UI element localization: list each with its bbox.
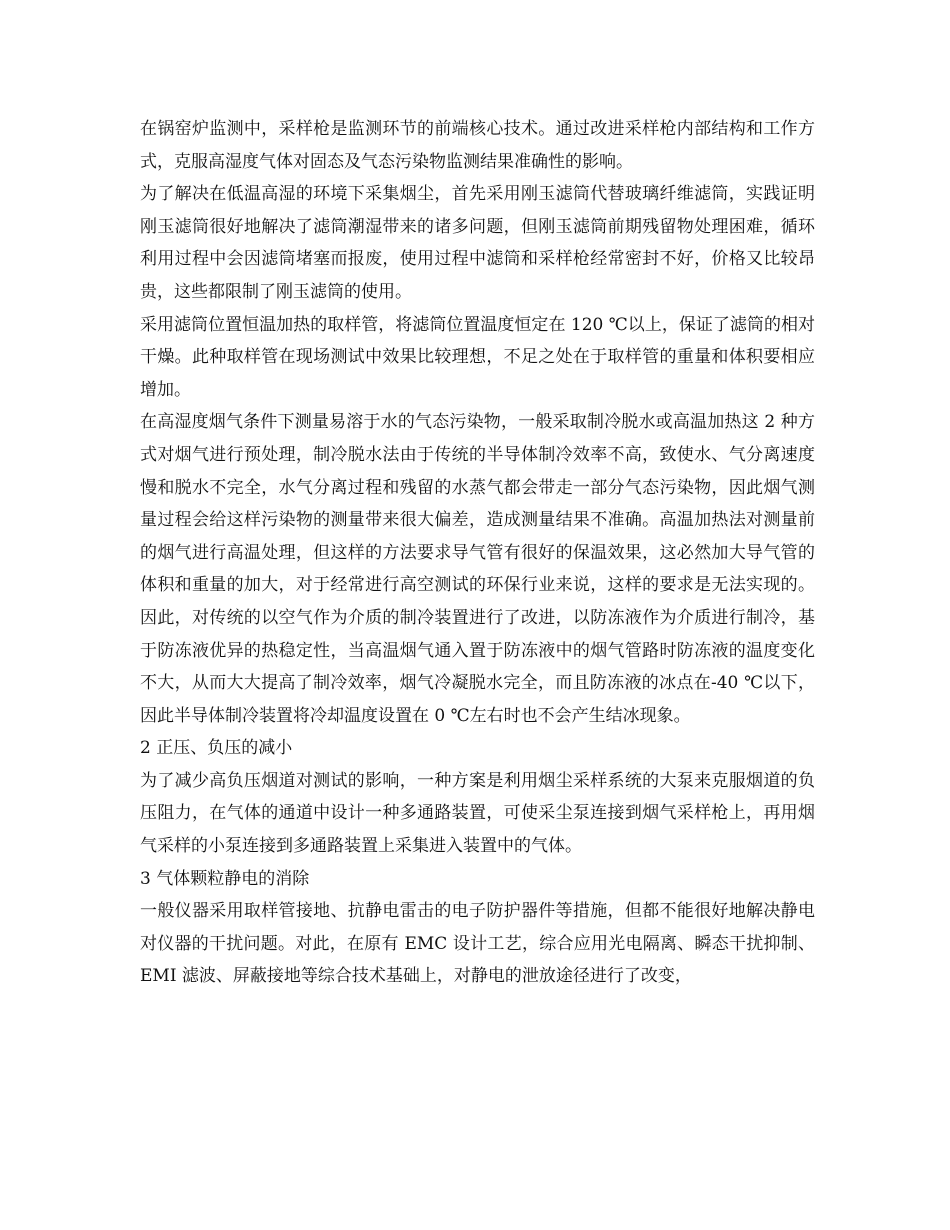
section-heading-static: 3 气体颗粒静电的消除 [140,868,310,889]
section-heading-pressure: 2 正压、负压的减小 [140,738,293,759]
paragraph-intro: 在锅窑炉监测中，采样枪是监测环节的前端核心技术。通过改进采样枪内部结构和工作方式，克服高湿度气体对固态及气态污染物监测结果准确性的影响。 [140,119,815,172]
paragraph-static: 一般仪器采用取样管接地、抗静电雷击的电子防护器件等措施，但都不能很好地解决静电对仪器的干扰问题。对此，在原有 EMC 设计工艺，综合应用光电隔离、瞬态干扰抑制、EMI 滤波、屏蔽接地等综合技术基础上，对静电的泄放途径进行了改变， [140,901,815,987]
paragraph-gaseous-pollutants: 在高湿度烟气条件下测量易溶于水的气态污染物，一般采取制冷脱水或高温加热这 2 种方式对烟气进行预处理，制冷脱水法由于传统的半导体制冷效率不高，致使水、气分离速度慢和脱水不完全，水气分离过程和残留的水蒸气都会带走一部分气态污染物，因此烟气测量过程会给这样污染物的测量带来很大偏差，造成测量结果不准确。高温加热法对测量前的烟气进行高温处理，但这样的方法要求导气管有很好的保温效果，这必然加大导气管的体积和重量的加大，对于经常进行高空测试的环保行业来说，这样的要求是无法实现的。因此，对传统的以空气作为介质的制冷装置进行了改进，以防冻液作为介质进行制冷，基于防冻液优异的热稳定性，当高温烟气通入置于防冻液中的烟气管路时防冻液的温度变化不大，从而大大提高了制冷效率，烟气冷凝脱水完全，而且防冻液的冰点在-40 ℃以下，因此半导体制冷装置将冷却温度设置在 0 ℃左右时也不会产生结冰现象。 [140,412,815,726]
paragraph-heated-sampling-tube: 采用滤筒位置恒温加热的取样管，将滤筒位置温度恒定在 120 ℃以上，保证了滤筒的相对干燥。此种取样管在现场测试中效果比较理想，不足之处在于取样管的重量和体积要相应增加。 [140,314,815,400]
document-body [140,113,815,993]
paragraph-pressure: 为了减少高负压烟道对测试的影响，一种方案是利用烟尘采样系统的大泵来克服烟道的负压阻力，在气体的通道中设计一种多通路装置，可使采尘泵连接到烟气采样枪上，再用烟气采样的小泵连接到多通路装置上采集进入装置中的气体。 [140,770,815,857]
paragraph-filter-cartridge: 为了解决在低温高湿的环境下采集烟尘，首先采用刚玉滤筒代替玻璃纤维滤筒，实践证明刚玉滤筒很好地解决了滤筒潮湿带来的诸多问题，但刚玉滤筒前期残留物处理困难，循环利用过程中会因滤筒堵塞而报废，使用过程中滤筒和采样枪经常密封不好，价格又比较昂贵，这些都限制了刚玉滤筒的使用。 [140,184,815,302]
